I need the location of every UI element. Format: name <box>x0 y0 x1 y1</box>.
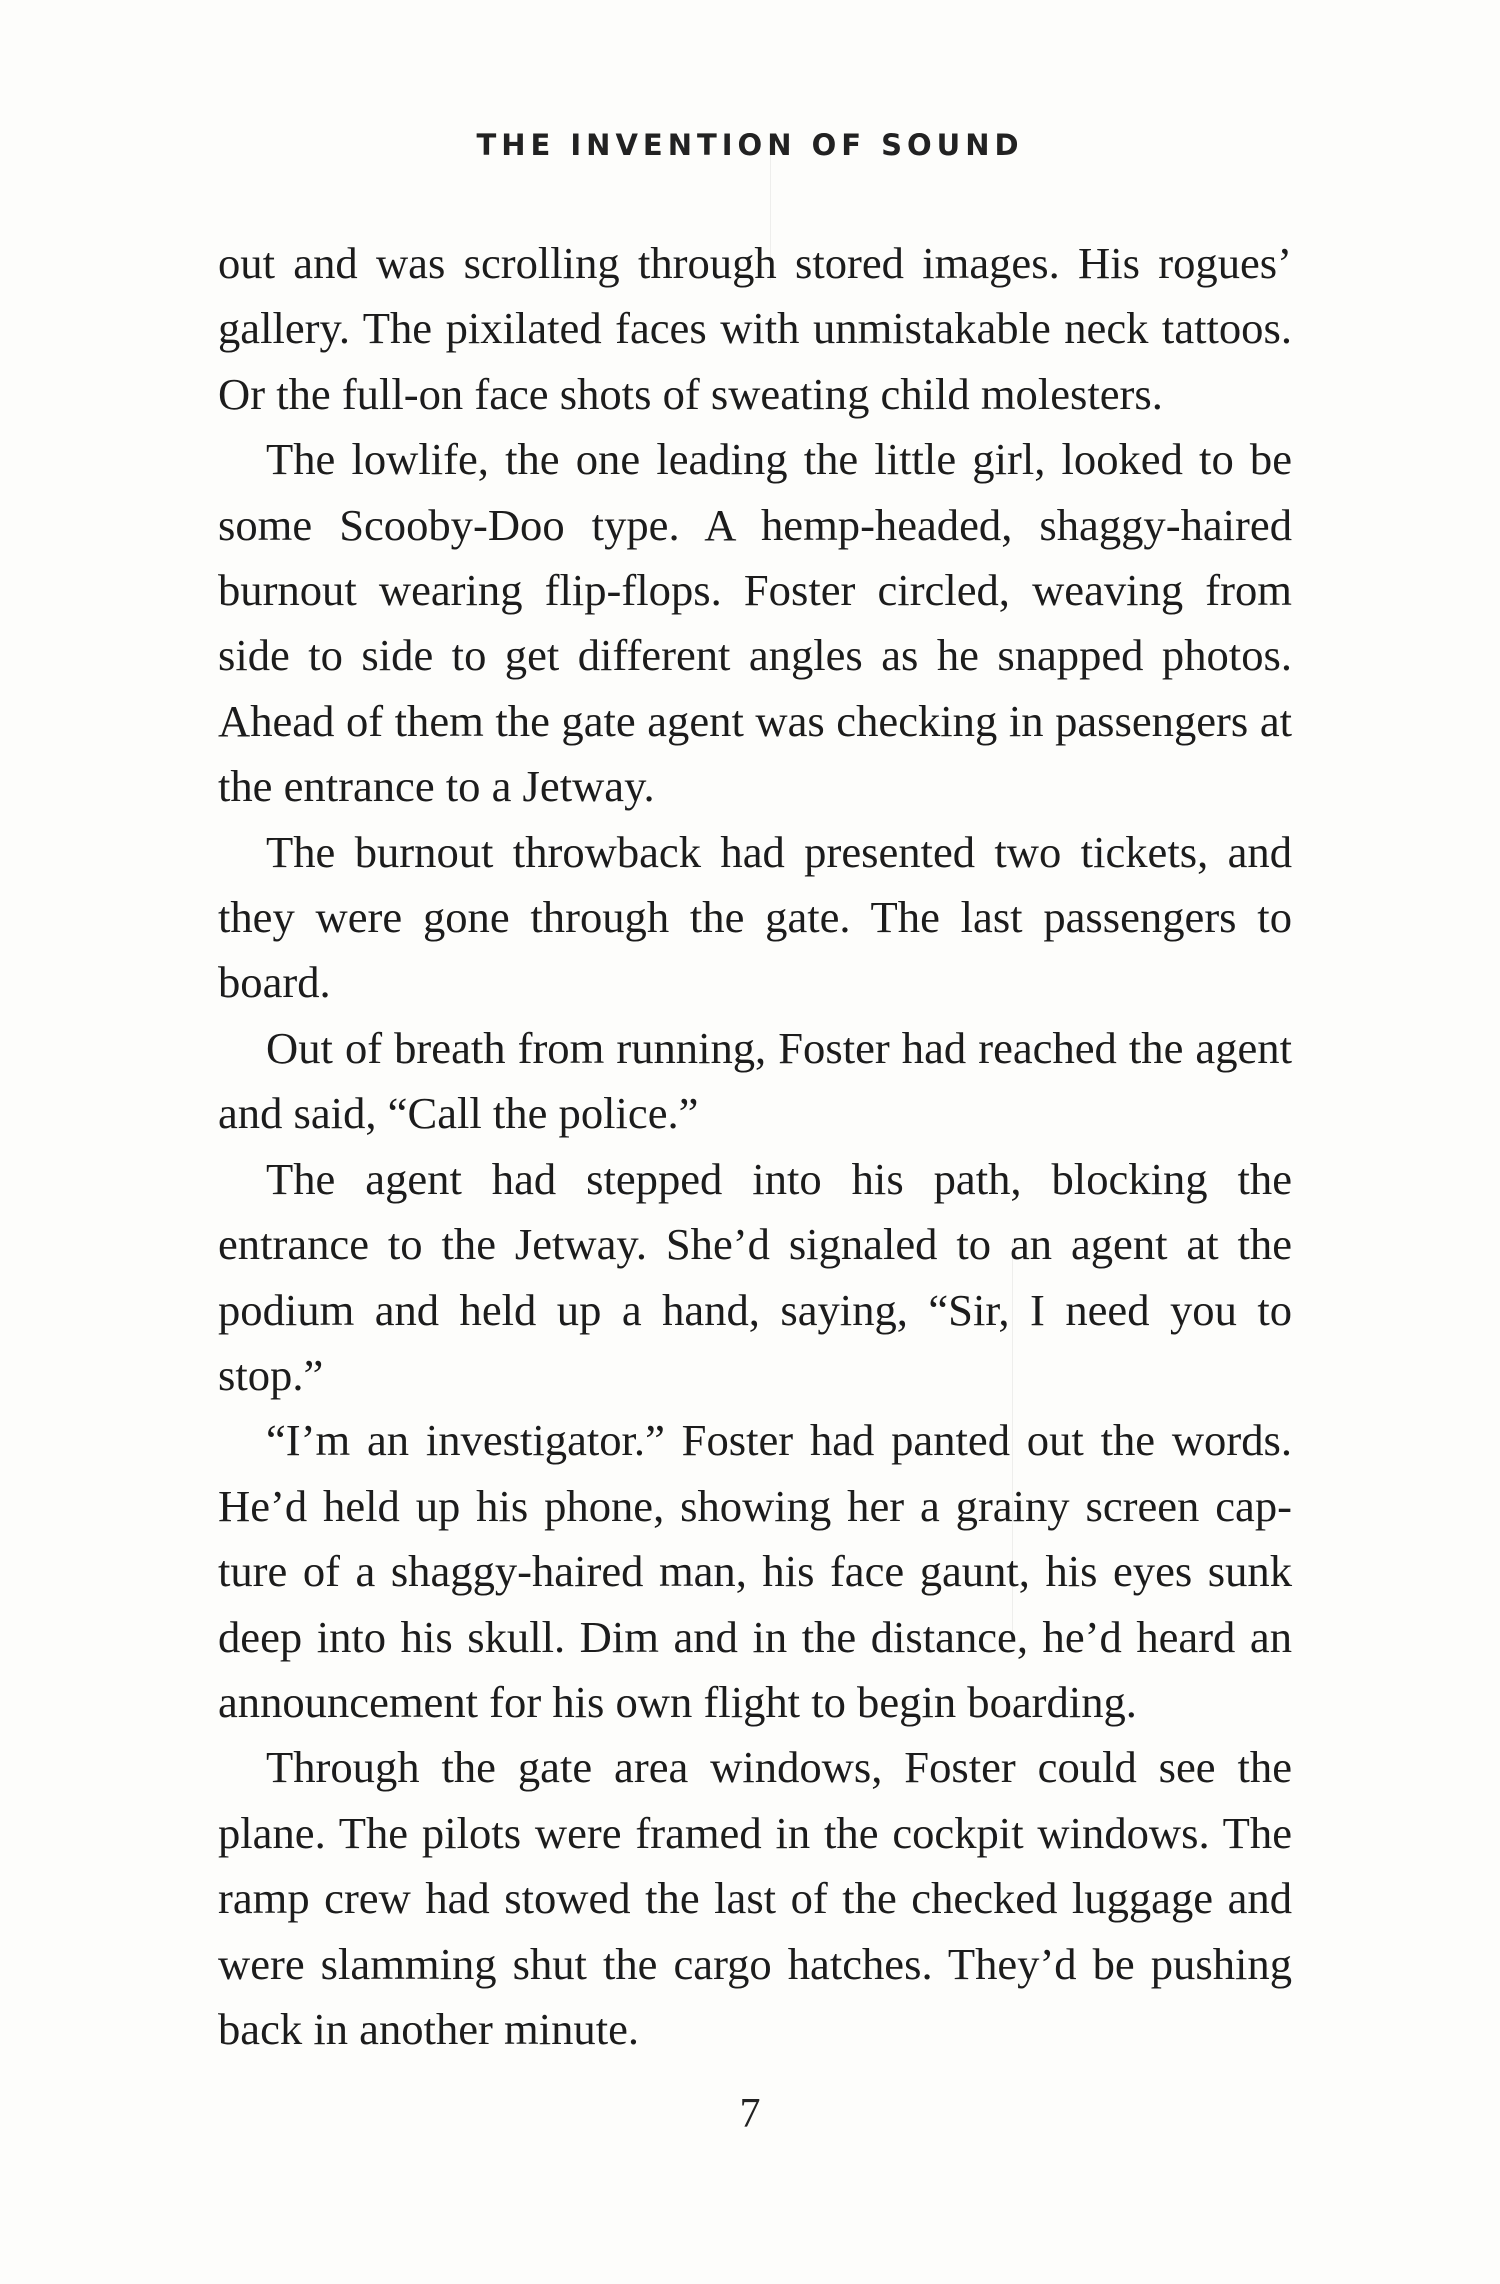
paragraph: Through the gate area windows, Foster could see the plane. The pilots were framed in the cockpit windows. The ramp crew had stowed the last of the checked luggage and were slamming shut the cargo hatches. They’d be pushing back in another minute. <box>218 1742 1292 2054</box>
paragraph: The agent had stepped into his path, blocking the entrance to the Jetway. She’d signaled to an agent at the podium and held up a hand, saying, “Sir, I need you to stop.” <box>218 1153 1292 1400</box>
paragraph: The lowlife, the one leading the little girl, looked to be some Scooby-Doo type. A hemp-headed, shaggy-haired burnout wearing flip-flops. Foster circled, weaving from side to side to get different angles as he snapped photos. Ahead of them the gate agent was checking in passengers at the entrance to a Jetway. <box>218 434 1292 812</box>
running-head: THE INVENTION OF SOUND <box>476 128 1024 162</box>
body-text <box>218 231 1292 2062</box>
paragraph: Out of breath from running, Foster had reached the agent and said, “Call the police.” <box>218 1022 1292 1139</box>
page-number: 7 <box>739 2091 761 2137</box>
paragraph: The burnout throwback had presented two tickets, and they were gone through the gate. The last passengers to board. <box>218 826 1292 1008</box>
paragraph: “I’m an investigator.” Foster had panted out the words. He’d held up his phone, showing her a grainy screen capture of a shaggy-haired man, his face gaunt, his eyes sunk deep into his skull. Dim and in the distance, he’d heard an announcement for his own flight to begin boarding. <box>218 1415 1292 1727</box>
paragraph: out and was scrolling through stored images. His rogues’ gallery. The pixilated faces with unmistakable neck tattoos. Or the full-on face shots of sweating child molesters. <box>218 238 1292 419</box>
